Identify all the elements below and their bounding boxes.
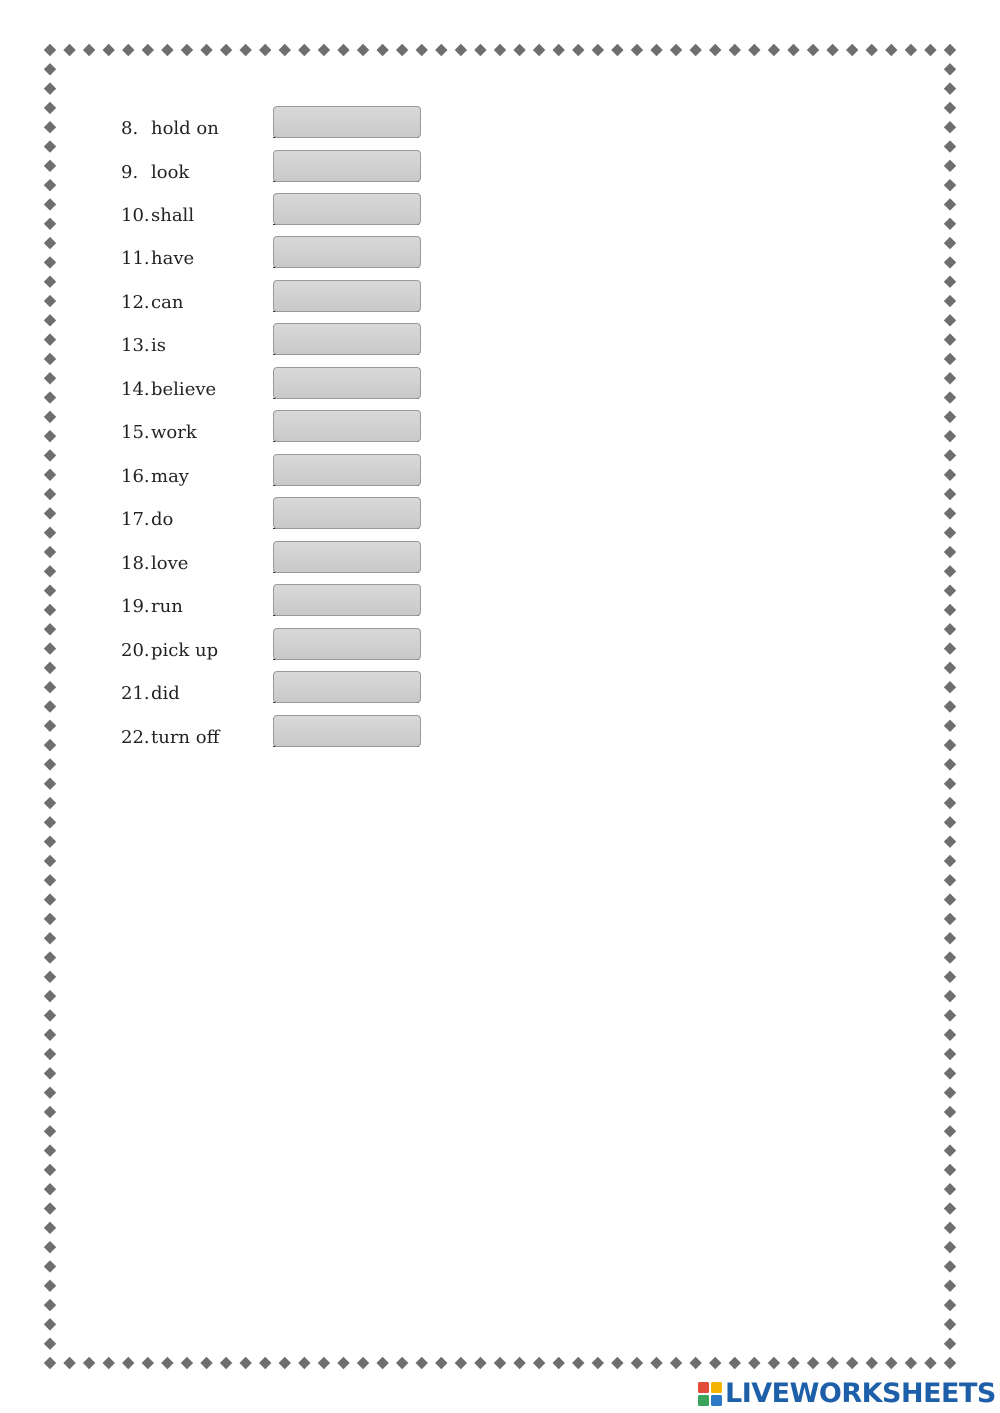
border-diamond — [944, 256, 956, 268]
border-diamond — [729, 1357, 741, 1369]
border-diamond — [513, 44, 525, 56]
border-diamond — [181, 44, 193, 56]
border-diamond — [44, 893, 56, 905]
border-diamond — [494, 1357, 506, 1369]
border-diamond — [944, 1067, 956, 1079]
border-diamond — [44, 565, 56, 577]
border-diamond — [944, 218, 956, 230]
border-diamond — [357, 1357, 369, 1369]
border-diamond — [944, 990, 956, 1002]
border-diamond — [239, 44, 251, 56]
answer-input[interactable] — [273, 367, 421, 399]
border-diamond — [44, 82, 56, 94]
border-diamond — [944, 469, 956, 481]
item-number: 18. — [121, 553, 150, 574]
border-diamond — [944, 140, 956, 152]
border-diamond — [44, 276, 56, 288]
border-diamond — [44, 1299, 56, 1311]
border-diamond — [670, 44, 682, 56]
item-number: 10. — [121, 205, 150, 226]
border-diamond — [44, 1260, 56, 1272]
item-word: hold on — [151, 118, 219, 139]
border-diamond — [102, 44, 114, 56]
border-diamond — [748, 1357, 760, 1369]
item-number: 13. — [121, 335, 150, 356]
border-diamond — [44, 971, 56, 983]
border-diamond — [122, 44, 134, 56]
border-diamond — [44, 1067, 56, 1079]
border-diamond — [944, 855, 956, 867]
border-diamond — [44, 816, 56, 828]
border-diamond — [944, 546, 956, 558]
border-diamond — [944, 430, 956, 442]
border-diamond — [44, 1183, 56, 1195]
border-diamond — [83, 1357, 95, 1369]
border-diamond — [944, 411, 956, 423]
border-diamond — [944, 391, 956, 403]
item-number: 22. — [121, 727, 150, 748]
border-diamond — [44, 778, 56, 790]
border-diamond — [944, 681, 956, 693]
border-diamond — [44, 739, 56, 751]
border-diamond — [44, 758, 56, 770]
border-diamond — [44, 855, 56, 867]
border-diamond — [44, 314, 56, 326]
border-diamond — [944, 449, 956, 461]
border-diamond — [44, 63, 56, 75]
border-diamond — [44, 546, 56, 558]
border-diamond — [44, 1357, 56, 1369]
border-diamond — [44, 1029, 56, 1041]
border-diamond — [44, 430, 56, 442]
border-diamond — [44, 121, 56, 133]
border-diamond — [181, 1357, 193, 1369]
border-diamond — [885, 1357, 897, 1369]
border-diamond — [944, 276, 956, 288]
border-diamond — [44, 218, 56, 230]
item-word: look — [151, 162, 190, 183]
item-number: 12. — [121, 292, 150, 313]
border-diamond — [944, 1357, 956, 1369]
border-diamond — [161, 1357, 173, 1369]
border-diamond — [944, 739, 956, 751]
item-word: can — [151, 292, 184, 313]
border-diamond — [944, 893, 956, 905]
answer-input[interactable] — [273, 715, 421, 747]
border-diamond — [905, 1357, 917, 1369]
border-diamond — [944, 642, 956, 654]
border-diamond — [944, 913, 956, 925]
item-number: 16. — [121, 466, 150, 487]
border-diamond — [44, 391, 56, 403]
border-diamond — [670, 1357, 682, 1369]
border-diamond — [944, 295, 956, 307]
border-diamond — [44, 1048, 56, 1060]
border-diamond — [44, 874, 56, 886]
item-word: have — [151, 248, 195, 269]
border-diamond — [944, 160, 956, 172]
border-diamond — [63, 1357, 75, 1369]
border-diamond — [944, 720, 956, 732]
border-diamond — [944, 507, 956, 519]
border-diamond — [944, 816, 956, 828]
border-diamond — [44, 1144, 56, 1156]
border-diamond — [44, 623, 56, 635]
border-diamond — [944, 758, 956, 770]
border-diamond — [944, 778, 956, 790]
border-diamond — [944, 1183, 956, 1195]
border-diamond — [44, 198, 56, 210]
answer-input[interactable] — [273, 454, 421, 486]
border-diamond — [376, 1357, 388, 1369]
border-diamond — [944, 372, 956, 384]
border-diamond — [944, 951, 956, 963]
border-diamond — [768, 1357, 780, 1369]
border-diamond — [474, 44, 486, 56]
border-diamond — [729, 44, 741, 56]
border-diamond — [337, 1357, 349, 1369]
border-diamond — [44, 160, 56, 172]
border-diamond — [944, 102, 956, 114]
border-diamond — [298, 1357, 310, 1369]
border-diamond — [200, 44, 212, 56]
border-diamond — [944, 1029, 956, 1041]
border-diamond — [259, 44, 271, 56]
border-diamond — [474, 1357, 486, 1369]
border-diamond — [376, 44, 388, 56]
border-diamond — [826, 44, 838, 56]
border-diamond — [44, 372, 56, 384]
border-diamond — [944, 1280, 956, 1292]
border-diamond — [44, 990, 56, 1002]
border-diamond — [44, 604, 56, 616]
item-number: 15. — [121, 422, 150, 443]
border-diamond — [944, 1260, 956, 1272]
item-word: did — [151, 683, 180, 704]
border-diamond — [44, 913, 56, 925]
border-diamond — [944, 1086, 956, 1098]
border-diamond — [44, 1222, 56, 1234]
border-diamond — [944, 1125, 956, 1137]
border-diamond — [239, 1357, 251, 1369]
border-diamond — [924, 1357, 936, 1369]
border-diamond — [944, 1318, 956, 1330]
border-diamond — [416, 1357, 428, 1369]
border-diamond — [396, 44, 408, 56]
answer-input[interactable] — [273, 236, 421, 268]
item-number: 8. — [121, 118, 139, 139]
border-diamond — [944, 121, 956, 133]
border-diamond — [102, 1357, 114, 1369]
border-diamond — [44, 1280, 56, 1292]
border-diamond — [807, 44, 819, 56]
item-word: love — [151, 553, 189, 574]
border-diamond — [44, 797, 56, 809]
border-diamond — [435, 1357, 447, 1369]
border-diamond — [220, 44, 232, 56]
item-word: turn off — [151, 727, 220, 748]
border-diamond — [650, 1357, 662, 1369]
border-diamond — [689, 44, 701, 56]
item-word: do — [151, 509, 174, 530]
border-diamond — [709, 44, 721, 56]
border-diamond — [44, 102, 56, 114]
border-diamond — [494, 44, 506, 56]
border-diamond — [944, 353, 956, 365]
border-diamond — [689, 1357, 701, 1369]
border-diamond — [44, 333, 56, 345]
border-diamond — [592, 1357, 604, 1369]
border-diamond — [122, 1357, 134, 1369]
border-diamond — [944, 1222, 956, 1234]
border-diamond — [44, 584, 56, 596]
border-diamond — [83, 44, 95, 56]
border-diamond — [944, 874, 956, 886]
item-word: shall — [151, 205, 195, 226]
border-diamond — [944, 1048, 956, 1060]
border-diamond — [866, 1357, 878, 1369]
border-diamond — [905, 44, 917, 56]
border-diamond — [44, 411, 56, 423]
border-diamond — [44, 1106, 56, 1118]
border-diamond — [44, 1125, 56, 1137]
border-diamond — [455, 44, 467, 56]
border-diamond — [357, 44, 369, 56]
answer-input[interactable] — [273, 410, 421, 442]
border-diamond — [318, 44, 330, 56]
item-number: 11. — [121, 248, 150, 269]
border-diamond — [944, 1337, 956, 1349]
border-diamond — [337, 44, 349, 56]
answer-input[interactable] — [273, 628, 421, 660]
answer-input[interactable] — [273, 193, 421, 225]
border-diamond — [533, 1357, 545, 1369]
border-diamond — [44, 527, 56, 539]
border-diamond — [924, 44, 936, 56]
border-diamond — [787, 1357, 799, 1369]
border-diamond — [44, 295, 56, 307]
border-diamond — [279, 1357, 291, 1369]
border-diamond — [944, 1144, 956, 1156]
border-diamond — [944, 198, 956, 210]
border-diamond — [846, 1357, 858, 1369]
border-diamond — [396, 1357, 408, 1369]
item-word: run — [151, 596, 183, 617]
border-diamond — [787, 44, 799, 56]
liveworksheets-logo[interactable] — [698, 1380, 996, 1408]
border-diamond — [631, 44, 643, 56]
border-diamond — [552, 44, 564, 56]
border-diamond — [944, 44, 956, 56]
border-diamond — [944, 584, 956, 596]
border-diamond — [944, 971, 956, 983]
border-diamond — [63, 44, 75, 56]
border-diamond — [944, 1164, 956, 1176]
logo-text: LIVEWORKSHEETS — [725, 1378, 996, 1409]
answer-input[interactable] — [273, 280, 421, 312]
border-diamond — [631, 1357, 643, 1369]
border-diamond — [572, 44, 584, 56]
border-diamond — [142, 1357, 154, 1369]
border-diamond — [44, 353, 56, 365]
border-diamond — [44, 256, 56, 268]
border-diamond — [44, 44, 56, 56]
border-diamond — [846, 44, 858, 56]
border-diamond — [318, 1357, 330, 1369]
item-word: pick up — [151, 640, 219, 661]
border-diamond — [944, 63, 956, 75]
border-diamond — [44, 1164, 56, 1176]
border-diamond — [455, 1357, 467, 1369]
border-diamond — [44, 469, 56, 481]
item-word: believe — [151, 379, 217, 400]
border-diamond — [944, 333, 956, 345]
border-diamond — [944, 179, 956, 191]
border-diamond — [44, 179, 56, 191]
border-diamond — [435, 44, 447, 56]
border-diamond — [944, 527, 956, 539]
border-diamond — [298, 44, 310, 56]
border-diamond — [611, 1357, 623, 1369]
border-diamond — [44, 1202, 56, 1214]
border-diamond — [748, 44, 760, 56]
border-diamond — [826, 1357, 838, 1369]
item-number: 9. — [121, 162, 139, 183]
item-word: may — [151, 466, 189, 487]
border-diamond — [552, 1357, 564, 1369]
item-word: is — [151, 335, 166, 356]
answer-input[interactable] — [273, 541, 421, 573]
item-number: 21. — [121, 683, 150, 704]
border-diamond — [944, 1241, 956, 1253]
border-diamond — [416, 44, 428, 56]
border-diamond — [44, 662, 56, 674]
border-diamond — [944, 1299, 956, 1311]
answer-input[interactable] — [273, 150, 421, 182]
border-diamond — [44, 1086, 56, 1098]
border-diamond — [513, 1357, 525, 1369]
border-diamond — [944, 623, 956, 635]
border-diamond — [709, 1357, 721, 1369]
item-number: 17. — [121, 509, 150, 530]
liveworksheets-logo-icon — [698, 1382, 722, 1406]
border-diamond — [44, 507, 56, 519]
answer-input[interactable] — [273, 106, 421, 138]
border-diamond — [142, 44, 154, 56]
border-diamond — [259, 1357, 271, 1369]
item-number: 20. — [121, 640, 150, 661]
border-diamond — [944, 835, 956, 847]
border-diamond — [161, 44, 173, 56]
border-diamond — [44, 681, 56, 693]
item-number: 19. — [121, 596, 150, 617]
border-diamond — [592, 44, 604, 56]
answer-input[interactable] — [273, 323, 421, 355]
border-diamond — [944, 488, 956, 500]
border-diamond — [279, 44, 291, 56]
border-diamond — [44, 1241, 56, 1253]
border-diamond — [944, 1202, 956, 1214]
border-diamond — [768, 44, 780, 56]
border-diamond — [866, 44, 878, 56]
border-diamond — [44, 1009, 56, 1021]
border-diamond — [44, 835, 56, 847]
border-diamond — [944, 1009, 956, 1021]
border-diamond — [944, 314, 956, 326]
answer-input[interactable] — [273, 671, 421, 703]
border-diamond — [944, 82, 956, 94]
answer-input[interactable] — [273, 497, 421, 529]
border-diamond — [944, 700, 956, 712]
border-diamond — [44, 932, 56, 944]
border-diamond — [944, 797, 956, 809]
answer-input[interactable] — [273, 584, 421, 616]
border-diamond — [533, 44, 545, 56]
border-diamond — [44, 642, 56, 654]
border-diamond — [944, 932, 956, 944]
border-diamond — [944, 565, 956, 577]
border-diamond — [807, 1357, 819, 1369]
border-diamond — [611, 44, 623, 56]
border-diamond — [44, 449, 56, 461]
border-diamond — [572, 1357, 584, 1369]
border-diamond — [44, 700, 56, 712]
border-diamond — [944, 1106, 956, 1118]
border-diamond — [44, 1337, 56, 1349]
border-diamond — [944, 662, 956, 674]
border-diamond — [944, 604, 956, 616]
border-diamond — [44, 140, 56, 152]
border-diamond — [44, 237, 56, 249]
border-diamond — [650, 44, 662, 56]
item-word: work — [151, 422, 197, 443]
border-diamond — [200, 1357, 212, 1369]
border-diamond — [44, 720, 56, 732]
border-diamond — [944, 237, 956, 249]
border-diamond — [44, 488, 56, 500]
border-diamond — [44, 1318, 56, 1330]
item-number: 14. — [121, 379, 150, 400]
border-diamond — [44, 951, 56, 963]
border-diamond — [885, 44, 897, 56]
border-diamond — [220, 1357, 232, 1369]
